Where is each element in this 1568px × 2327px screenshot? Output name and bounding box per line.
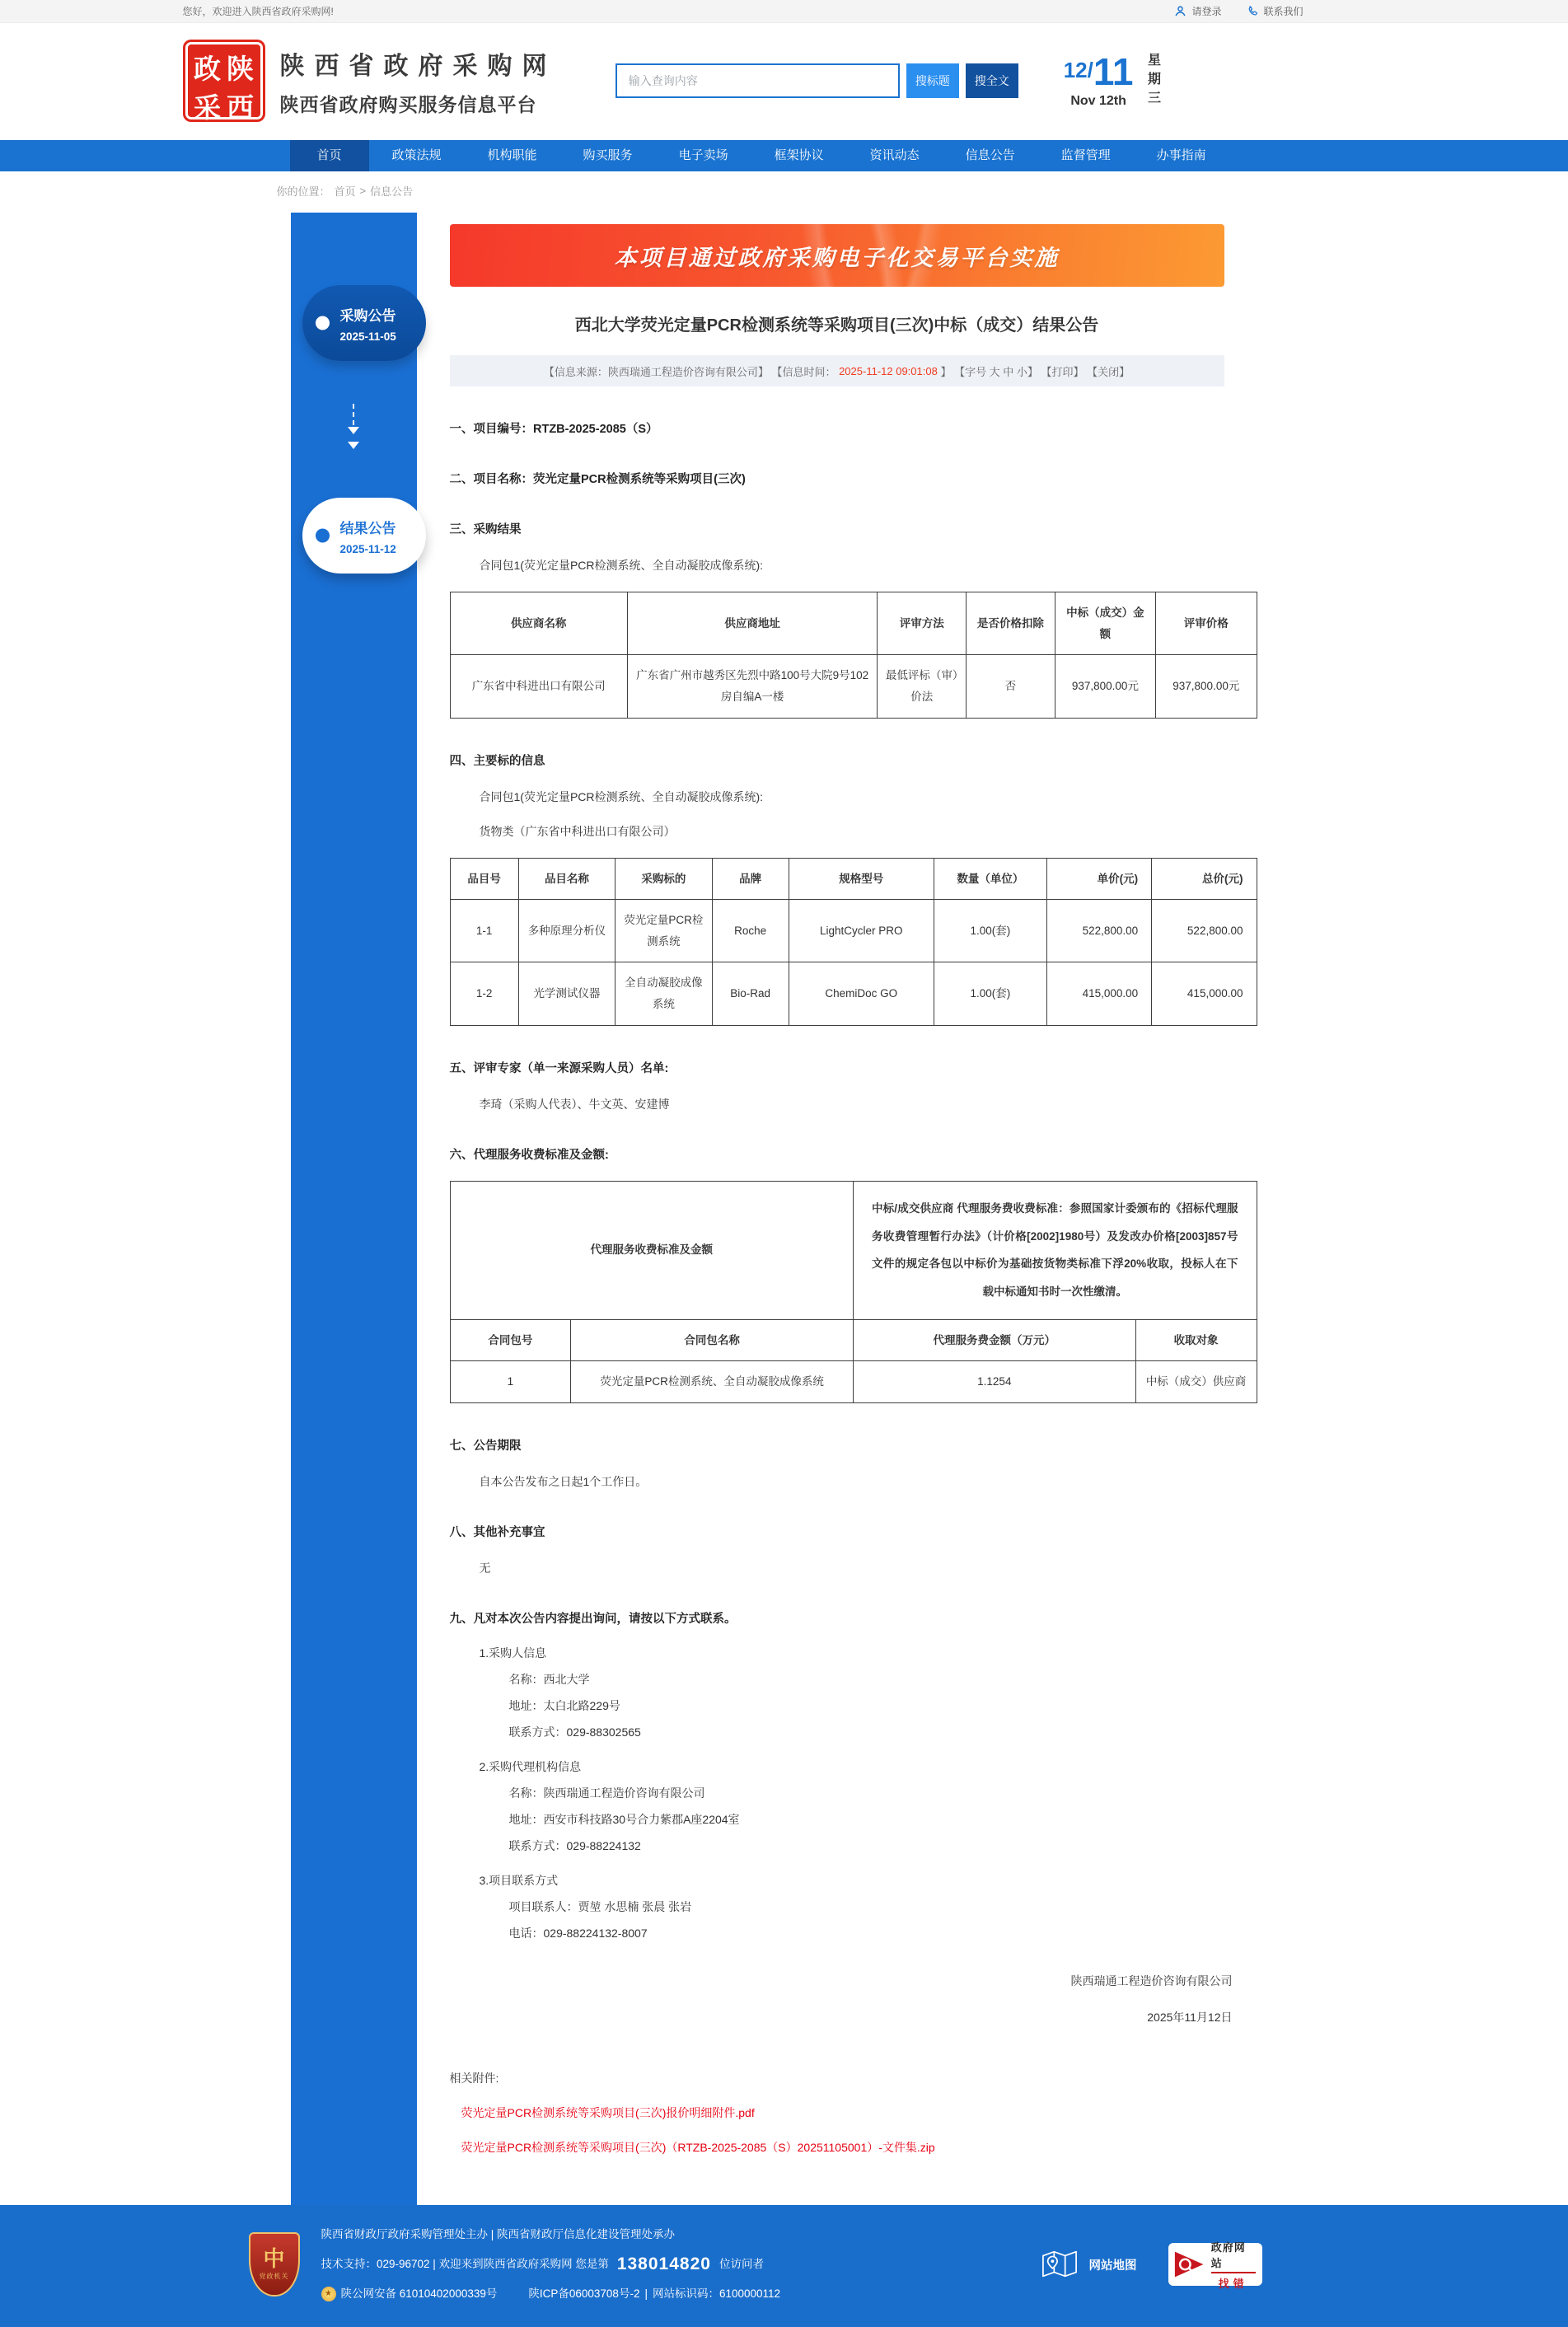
breadcrumb-current[interactable]: 信息公告 — [370, 185, 414, 198]
attachments-label: 相关附件: — [449, 2072, 499, 2086]
nav-item-announcements[interactable]: 信息公告 — [965, 148, 1015, 162]
table-header-row — [450, 1319, 1257, 1361]
date-month: 11 — [1093, 50, 1134, 93]
footer-beian-line: ★ 陕公网安备 61010402000339号 陕ICP备06003708号-2 | 网站标识码：6100000112 — [321, 2286, 781, 2302]
article-meta-bar — [450, 355, 1224, 386]
gov-site-error-report-badge[interactable] — [1168, 2240, 1262, 2290]
sitemap-link[interactable] — [1041, 2249, 1137, 2280]
article-main — [450, 213, 1386, 2205]
nav-item-news[interactable]: 资讯动态 — [869, 148, 920, 162]
signature-company: 陕西瑞通工程造价咨询有限公司 — [1070, 1974, 1233, 1988]
breadcrumb-home-link[interactable]: 首页 — [334, 185, 356, 198]
table-header-row — [450, 592, 1257, 655]
meta-source: 【信息来源：陕西瑞通工程造价咨询有限公司】 — [543, 365, 772, 378]
site-subtitle: 陕西省政府购买服务信息平台 — [279, 93, 537, 115]
shield-emblem: 中 — [263, 2246, 285, 2272]
login-label: 请登录 — [1191, 6, 1222, 17]
date-english: Nov 12th — [1070, 94, 1126, 108]
finderr-bottom-label: 找错 — [1218, 2277, 1248, 2290]
agency-address: 地址：西安市科技路30号合力紫郡A座2204室 — [508, 1813, 740, 1827]
party-gov-badge — [249, 2232, 300, 2297]
col-item-name: 品目名称 — [518, 858, 615, 900]
col-quantity: 数量（单位） — [934, 858, 1046, 900]
package-line: 合同包1(荧光定量PCR检测系统、全自动凝胶成像系统): — [479, 559, 764, 572]
col-package-name: 合同包名称 — [571, 1319, 854, 1361]
table-row: 代理服务收费标准及金额 中标/成交供应商 代理服务费收费标准：参照国家计委颁布的《招标代理服务收费管理暂行办法》（计价格[2002]1980号）及发改办价格[2003]857号文件的规定各包以中标价为基础按货物类标准下浮20%收取，投标人在下载中标通知书时一次性缴清。 — [450, 1181, 1257, 1319]
date-widget — [1063, 50, 1201, 110]
footer-support-line: 技术支持：029-96702 | 欢迎来到陕西省政府采购网 您是第 138014820 位访问者 — [321, 2251, 781, 2278]
contact-label: 联系我们 — [1263, 6, 1304, 17]
logo-char: 陕 — [227, 54, 254, 84]
section-experts-heading: 五、评审专家（单一来源采购人员）名单: — [449, 1061, 669, 1075]
signature-block — [450, 1973, 1257, 2025]
col-supplier-name: 供应商名称 — [450, 592, 627, 655]
police-badge-icon: ★ — [321, 2287, 336, 2301]
col-review-method: 评审方法 — [878, 592, 967, 655]
logo-char: 政 — [194, 54, 221, 84]
search-title-button[interactable]: 搜标题 — [906, 63, 959, 98]
agency-fee-table — [450, 1181, 1257, 1403]
col-award-amount: 中标（成交）金额 — [1055, 592, 1155, 655]
login-link[interactable] — [1174, 4, 1221, 18]
finderr-top-label: 政府网站 — [1211, 2239, 1256, 2273]
sidebar-item-result-announcement[interactable] — [302, 498, 426, 574]
signature-date: 2025年11月12日 — [1147, 2011, 1233, 2025]
arrow-down-icon — [291, 404, 417, 455]
col-fee-amount: 代理服务费金额（万元） — [853, 1319, 1135, 1361]
site-footer — [0, 2205, 1568, 2327]
nav-item-policies[interactable]: 政策法规 — [391, 148, 442, 162]
col-review-price: 评审价格 — [1156, 592, 1257, 655]
breadcrumb-separator: > — [359, 184, 367, 197]
other-content: 无 — [479, 1561, 491, 1576]
meta-time-open: 【信息时间： — [771, 365, 840, 378]
col-package-no: 合同包号 — [450, 1319, 571, 1361]
col-item-no: 品目号 — [450, 858, 518, 900]
table-row: 1-1 多种原理分析仪 荧光定量PCR检测系统 Roche LightCycler PRO 1.00(套) 522,800.00 522,800.00 — [450, 900, 1257, 962]
breadcrumb-prefix: 你的位置： — [276, 185, 330, 198]
table-row: 广东省中科进出口有限公司 广东省广州市越秀区先烈中路100号大院9号102房自编A一楼 最低评标（审）价法 否 937,800.00元 937,800.00元 — [450, 655, 1257, 718]
purchaser-address: 地址：太白北路229号 — [508, 1699, 620, 1713]
date-day: 12/ — [1063, 58, 1093, 82]
breadcrumb — [0, 171, 1568, 209]
map-icon — [1041, 2249, 1078, 2280]
meta-time-close: 】 — [937, 365, 955, 378]
step-dot — [316, 316, 330, 330]
contact-link[interactable] — [1246, 4, 1303, 18]
police-beian[interactable]: 陕公网安备 61010402000339号 — [340, 2287, 498, 2300]
purchaser-name: 名称：西北大学 — [508, 1673, 590, 1687]
experts-names: 李琦（采购人代表）、牛文英、安建博 — [479, 1097, 670, 1111]
attachment-zip-link[interactable]: 荧光定量PCR检测系统等采购项目(三次)（RTZB-2025-2085（S）20251105001）-文件集.zip — [461, 2141, 935, 2155]
banner-text: 本项目通过政府采购电子化交易平台实施 — [614, 245, 1060, 270]
print-button[interactable]: 【打印】 — [1041, 365, 1088, 378]
section-main-subject-heading: 四、主要标的信息 — [449, 754, 545, 768]
supplier-result-table — [450, 592, 1257, 719]
period-content: 自本公告发布之日起1个工作日。 — [479, 1475, 648, 1489]
agency-name: 名称：陕西瑞通工程造价咨询有限公司 — [508, 1786, 705, 1800]
phone-icon — [1246, 5, 1258, 17]
table-row: 1-2 光学测试仪器 全自动凝胶成像系统 Bio-Rad ChemiDoc GO 1.00(套) 415,000.00 415,000.00 — [450, 962, 1257, 1025]
top-utility-bar — [0, 0, 1568, 23]
section-result-heading: 三、采购结果 — [449, 523, 522, 536]
agency-phone: 联系方式：029-88224132 — [508, 1839, 641, 1853]
sidebar-item-procurement-announcement[interactable] — [302, 285, 426, 361]
site-logo-seal — [183, 40, 265, 122]
user-icon — [1174, 5, 1187, 17]
section-project-name: 二、项目名称：荧光定量PCR检测系统等采购项目(三次) — [449, 473, 746, 486]
project-phone: 电话：029-88224132-8007 — [508, 1927, 648, 1941]
shield-label: 党政机关 — [259, 2273, 289, 2281]
search-fulltext-button[interactable]: 搜全文 — [966, 63, 1018, 98]
find-error-icon — [1172, 2247, 1205, 2282]
package-line: 合同包1(荧光定量PCR检测系统、全自动凝胶成像系统): — [479, 789, 764, 803]
nav-item-supervision[interactable]: 监督管理 — [1060, 148, 1111, 162]
icp-beian[interactable]: 陕ICP备06003708号-2 — [528, 2287, 640, 2300]
attachment-pdf-link[interactable]: 荧光定量PCR检测系统等采购项目(三次)报价明细附件.pdf — [461, 2106, 755, 2120]
footer-organizer-line: 陕西省财政厅政府采购管理处主办 | 陕西省财政厅信息化建设管理处承办 — [321, 2228, 676, 2241]
logo-char: 采 — [194, 92, 221, 123]
purchaser-phone: 联系方式：029-88302565 — [508, 1725, 641, 1739]
col-unit-price: 单价(元) — [1046, 858, 1151, 900]
nav-item-guide[interactable]: 办事指南 — [1156, 148, 1206, 162]
step-title: 采购公告 — [339, 307, 396, 324]
nav-item-emall[interactable]: 电子卖场 — [678, 148, 728, 162]
main-nav — [0, 140, 1568, 171]
project-contacts: 项目联系人：贾堃 水思楠 张晨 张岩 — [508, 1900, 692, 1914]
search-box — [615, 63, 1018, 98]
section-contact-heading: 九、凡对本次公告内容提出询问，请按以下方式联系。 — [449, 1613, 737, 1627]
step-date: 2025-11-12 — [339, 542, 396, 555]
col-price-deduction: 是否价格扣除 — [967, 592, 1055, 655]
col-brand: 品牌 — [712, 858, 789, 900]
step-date: 2025-11-05 — [339, 330, 396, 343]
nav-item-purchase-service[interactable]: 购买服务 — [583, 148, 633, 162]
col-charged-party: 收取对象 — [1135, 1319, 1257, 1361]
step-dot — [316, 529, 330, 543]
site-title: 陕西省政府采购网 — [279, 52, 557, 80]
nav-item-functions[interactable]: 机构职能 — [487, 148, 537, 162]
col-model: 规格型号 — [789, 858, 934, 900]
section-project-number: 一、项目编号：RTZB-2025-2085（S） — [449, 423, 658, 436]
section-other-heading: 八、其他补充事宜 — [449, 1526, 545, 1540]
agency-info-title: 2.采购代理机构信息 — [479, 1760, 582, 1774]
search-input[interactable] — [615, 63, 900, 98]
table-header-row — [450, 858, 1257, 900]
table-row: 1 荧光定量PCR检测系统、全自动凝胶成像系统 1.1254 中标（成交）供应商 — [450, 1361, 1257, 1403]
date-weekday: 星期三 — [1145, 52, 1160, 110]
page-title: 西北大学荧光定量PCR检测系统等采购项目(三次)中标（成交）结果公告 — [574, 316, 1099, 335]
close-button[interactable]: 【关闭】 — [1087, 365, 1130, 378]
announcement-timeline-sidebar — [291, 213, 417, 2205]
project-contact-title: 3.项目联系方式 — [479, 1874, 559, 1888]
category-line: 货物类（广东省中科进出口有限公司） — [479, 824, 676, 838]
sitemap-label: 网站地图 — [1088, 2259, 1137, 2273]
col-total-price: 总价(元) — [1152, 858, 1257, 900]
platform-banner — [450, 224, 1224, 287]
site-code: 网站标识码：6100000112 — [652, 2287, 781, 2300]
visitor-count: 138014820 — [616, 2254, 711, 2274]
section-agency-fee-heading: 六、代理服务收费标准及金额: — [449, 1148, 609, 1162]
nav-item-home[interactable]: 首页 — [290, 140, 369, 171]
items-table — [450, 858, 1257, 1026]
col-subject: 采购标的 — [615, 858, 712, 900]
attachments-block — [450, 2070, 1386, 2156]
purchaser-info-title: 1.采购人信息 — [479, 1646, 547, 1660]
nav-item-framework[interactable]: 框架协议 — [774, 148, 824, 162]
step-title: 结果公告 — [339, 520, 396, 536]
font-size-controls[interactable]: 【字号 大 中 小】 — [954, 365, 1041, 378]
welcome-text: 您好，欢迎进入陕西省政府采购网! — [182, 6, 334, 17]
meta-time: 2025-11-12 09:01:08 — [839, 364, 938, 377]
logo-char: 西 — [227, 92, 254, 123]
section-period-heading: 七、公告期限 — [449, 1440, 522, 1454]
col-supplier-address: 供应商地址 — [627, 592, 877, 655]
site-header — [0, 23, 1568, 140]
